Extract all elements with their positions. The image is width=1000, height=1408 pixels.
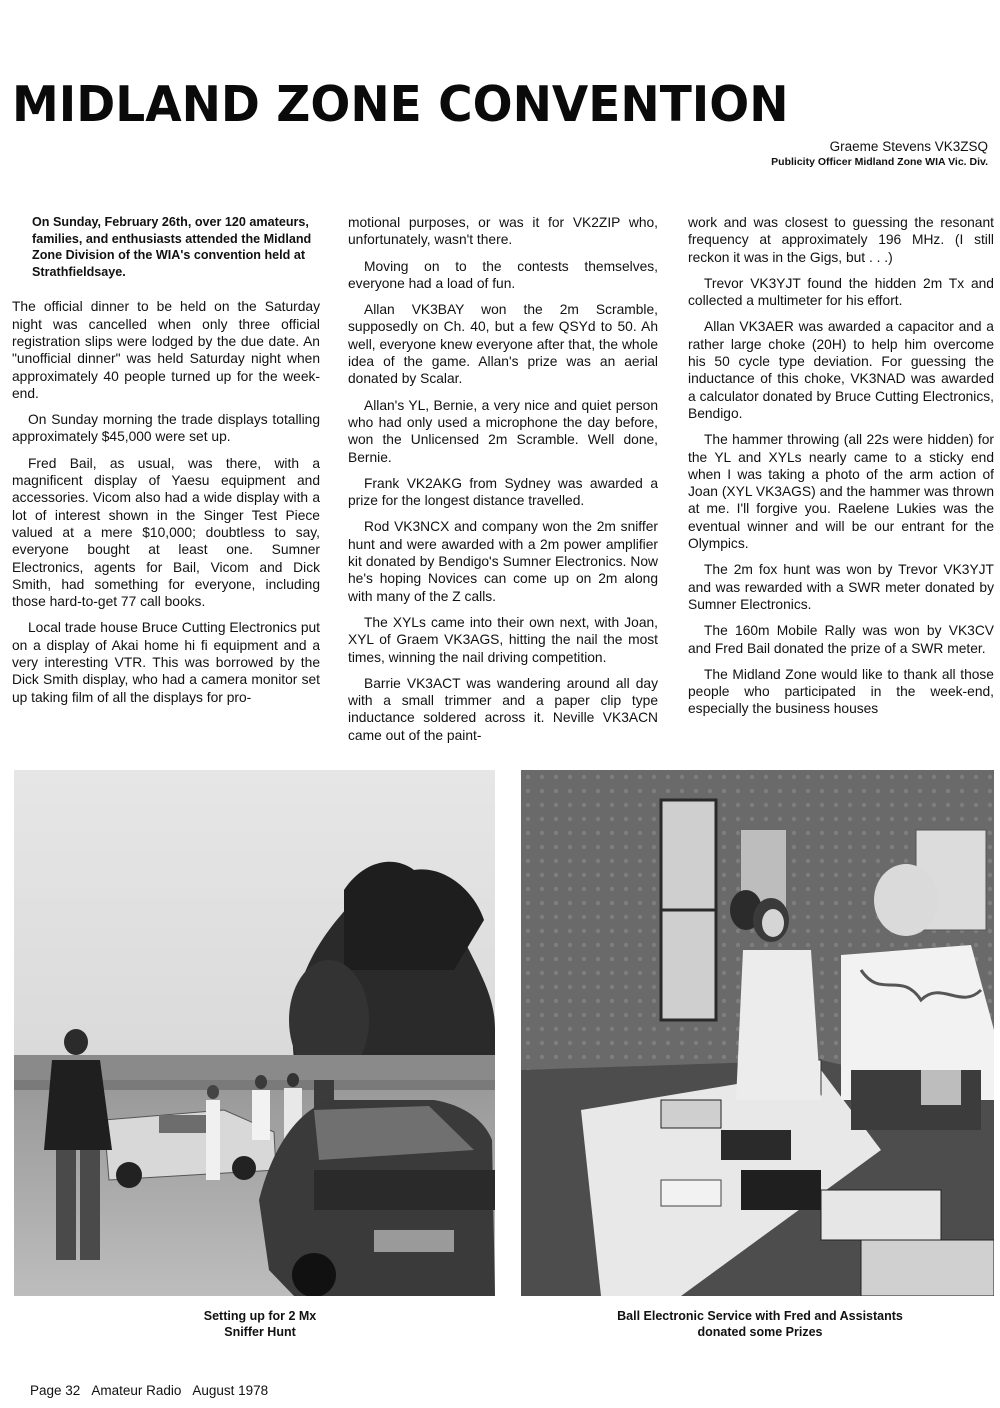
article-column-1: [12, 214, 320, 754]
paragraph: Allan VK3AER was awarded a capacitor and a rather large choke (20H) to help him overcome his 50 cycle type deviation. For guessing the inductance of this choke, VK3NAD was awarded a calculator donated by Bruce Cutting Electronics, Bendigo.: [688, 319, 994, 421]
article-column-3: [688, 214, 994, 754]
photo-sniffer-hunt-image: [14, 770, 495, 1296]
caption-line: Sniffer Hunt: [224, 1325, 296, 1339]
paragraph: Moving on to the contests themselves, everyone had a load of fun.: [348, 258, 658, 291]
paragraph: Frank VK2AKG from Sydney was awarded a prize for the longest distance travelled.: [348, 475, 658, 509]
paragraph: Fred Bail, as usual, was there, with a magnificent display of Yaesu equipment and accessories. Vicom also had a wide display with a lot of interest shown in the Singer Test Piece valued at a mere $10,000; doubtless to say, everyone bought at least one. Sumner Electronics, agents for Bail, Vicom and Dick Smith, had something for everyone, including those hard-to-get 77 call books.: [12, 455, 320, 610]
paragraph: work and was closest to guessing the resonant frequency at approximately 196 MHz. (I still reckon it was in the Gigs, but . . .): [688, 215, 994, 265]
caption-photo-1: [160, 1308, 360, 1340]
article-title: MIDLAND ZONE CONVENTION: [12, 76, 789, 134]
paragraph: The 2m fox hunt was won by Trevor VK3YJT and was rewarded with a SWR meter donated by Sumner Electronics.: [688, 562, 994, 612]
paragraph: The hammer throwing (all 22s were hidden) for the YL and XYLs nearly came to a sticky end when I was taking a photo of the arm action of Joan (XYL VK3AGS) and the hammer was thrown at me. I'll forgive you. Raelene Lukies was the eventual winner and will be our entrant for the Olympics.: [688, 432, 994, 552]
paragraph: Rod VK3NCX and company won the 2m sniffer hunt and were awarded with a 2m power amplifier kit donated by Bendigo's Sumner Electronics. Now he's hoping Novices can come up on 2m along with many of the Z calls.: [348, 519, 658, 604]
paragraph: motional purposes, or was it for VK2ZIP who, unfortunately, wasn't there.: [348, 215, 658, 248]
paragraph: The 160m Mobile Rally was won by VK3CV and Fred Bail donated the prize of a SWR meter.: [688, 623, 994, 656]
paragraph: The XYLs came into their own next, with Joan, XYL of Graem VK3AGS, hitting the nail the most times, winning the nail driving competition.: [348, 614, 658, 665]
paragraph: On Sunday morning the trade displays totalling approximately $45,000 were set up.: [12, 412, 320, 445]
paragraph: The Midland Zone would like to thank all those people who participated in the week-end, especially the business houses: [688, 666, 994, 717]
page-footer: [30, 1383, 276, 1398]
magazine-name: Amateur Radio: [91, 1383, 182, 1398]
paragraph: Allan VK3BAY won the 2m Scramble, supposedly on Ch. 40, but a few QSYd to 50. Ah well, everyone knew everyone after that, the whole idea of the game. Allan's prize was an aerial donated by Scalar.: [348, 302, 658, 387]
author-role: Publicity Officer Midland Zone WIA Vic. Div.: [771, 156, 988, 168]
paragraph: Allan's YL, Bernie, a very nice and quiet person who had only used a microphone the day before, won the Unlicensed 2m Scramble. Well done, Bernie.: [348, 397, 658, 465]
caption-line: Ball Electronic Service with Fred and Assistants: [617, 1309, 903, 1323]
photo-sniffer-hunt: [14, 770, 495, 1296]
photo-ball-electronic-display-image: [521, 770, 994, 1296]
author-name: Graeme Stevens VK3ZSQ: [829, 139, 988, 154]
photo-ball-electronic-display: [521, 770, 994, 1296]
paragraph: The official dinner to be held on the Saturday night was cancelled when only three official registration slips were lodged by the due date. An "unofficial dinner" was held Saturday night when approximately 40 people turned up for the week-end.: [12, 299, 320, 401]
article-column-2: [348, 214, 658, 754]
page-number: Page 32: [30, 1383, 81, 1398]
paragraph: Trevor VK3YJT found the hidden 2m Tx and collected a multimeter for his effort.: [688, 275, 994, 309]
paragraph: Barrie VK3ACT was wandering around all day with a small trimmer and a paper clip type inductance soldered across it. Neville VK3ACN came out of the paint-: [348, 675, 658, 743]
caption-line: Setting up for 2 Mx: [203, 1309, 317, 1323]
paragraph: Local trade house Bruce Cutting Electronics put on a display of Akai home hi fi equipment and a very interesting VTR. This was borrowed by the Dick Smith display, who had a camera monitor set up taking film of all the displays for pro-: [12, 620, 320, 705]
lead-paragraph: On Sunday, February 26th, over 120 amateurs, families, and enthusiasts attended the Midland Zone Division of the WIA's convention held at Strathfieldsaye.: [32, 215, 312, 279]
caption-line: donated some Prizes: [697, 1325, 823, 1339]
issue-date: August 1978: [192, 1383, 269, 1398]
caption-photo-2: [560, 1308, 960, 1340]
byline: [771, 138, 988, 170]
